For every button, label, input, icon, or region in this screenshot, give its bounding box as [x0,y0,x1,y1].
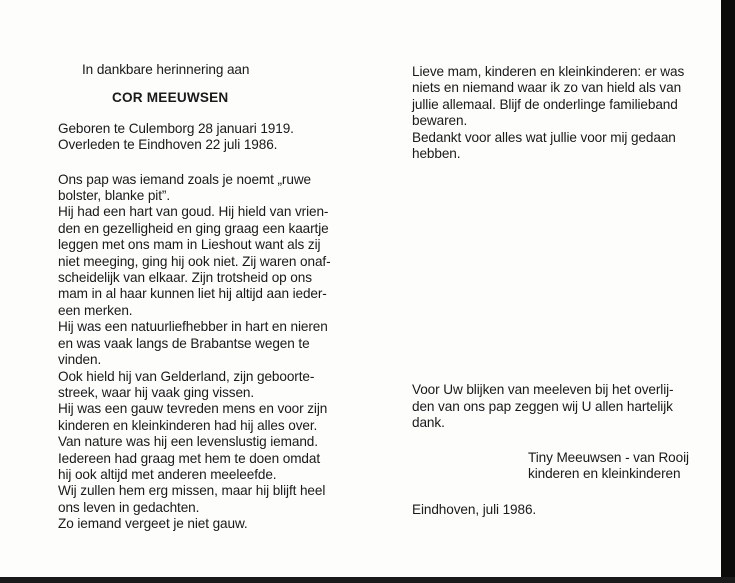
tribute-line: streek, waar hij vaak ging vissen. [58,384,255,400]
left-page [58,62,348,533]
dedication-heading: In dankbare herinnering aan [82,62,250,77]
tribute-line: niet meeging, ging hij ook niet. Zij waren onaf- [58,253,331,269]
message-line: Lieve mam, kinderen en kleinkinderen: er was [412,64,685,79]
tribute-line: Zo iemand vergeet je niet gauw. [58,516,248,532]
death-line: Overleden te Eindhoven 22 juli 1986. [58,137,278,153]
tribute-line: kinderen en kleinkinderen had hij alles over. [58,417,318,433]
tribute-text [58,172,348,533]
message-line: niets en niemand waar ik zo van hield als van [412,80,682,96]
tribute-line: Hij had een hart van goud. Hij hield van vrien- [58,204,329,220]
place-date: Eindhoven, juli 1986. [412,502,537,518]
tribute-line: een merken. [58,302,133,318]
tribute-line: Wij zullen hem erg missen, maar hij blijft heel [58,483,326,499]
tribute-line: hij ook altijd met anderen meeleefde. [58,466,277,482]
right-page [412,64,710,519]
farewell-message [412,64,710,162]
thanks-line: dank. [412,415,445,431]
message-line: jullie allemaal. Blijf de onderlinge familieband [412,96,678,112]
tribute-line: ons leven in gedachten. [58,499,200,515]
thanks-line: den van ons pap zeggen wij U allen hartelijk [412,398,673,414]
tribute-line: Hij was een natuurliefhebber in hart en nieren [58,319,328,335]
tribute-line: bolster, blanke pit”. [58,188,170,204]
thanks-line: Voor Uw blijken van meeleven bij het overlij- [412,382,674,398]
family-signature [412,450,710,483]
tribute-line: den en gezelligheid en ging graag een kaartje [58,220,329,236]
tribute-line: en was vaak langs de Brabantse wegen te [58,335,310,351]
scan-edge-right [721,0,735,583]
scan-edge-bottom [0,577,735,583]
tribute-line: mam in al haar kunnen liet hij altijd aan ieder- [58,286,327,302]
thank-you-note [412,382,710,431]
tribute-line: Ons pap was iemand zoals je noemt „ruwe [58,171,311,187]
tribute-line: vinden. [58,352,102,368]
tribute-line: Van nature was hij een levenslustig iemand. [58,434,318,450]
deceased-name: COR MEEUWSEN [112,90,229,106]
tribute-line: leggen met ons mam in Lieshout want als zij [58,237,321,253]
message-line: Bedankt voor alles wat jullie voor mij gedaan [412,129,676,145]
life-dates [58,121,348,154]
message-line: hebben. [412,146,461,162]
tribute-line: Iedereen had graag met hem te doen omdat [58,450,321,466]
tribute-line: Ook hield hij van Gelderland, zijn geboorte- [58,368,315,384]
tribute-line: Hij was een gauw tevreden mens en voor zijn [58,401,328,417]
tribute-line: scheidelijk van elkaar. Zijn trotsheid op ons [58,270,312,286]
birth-line: Geboren te Culemborg 28 januari 1919. [58,120,294,136]
signature-line: Tiny Meeuwsen - van Rooij [528,449,689,465]
message-line: bewaren. [412,113,468,129]
signature-line: kinderen en kleinkinderen [528,466,681,482]
